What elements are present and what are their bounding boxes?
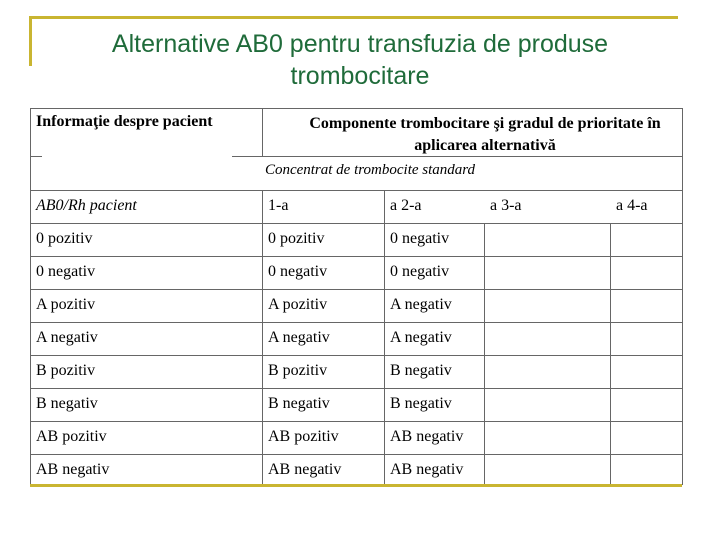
patient-blood-group: A negativ	[36, 329, 98, 346]
slide-title: Alternative AB0 pentru transfuzia de produse trombocitare	[111, 30, 609, 90]
table-row-line	[30, 289, 682, 290]
column-header: a 2-a	[390, 197, 422, 214]
patient-blood-group: B negativ	[36, 395, 98, 412]
platelet-option: AB negativ	[390, 428, 464, 445]
column-header: 1-a	[268, 197, 289, 214]
table-row-line	[30, 454, 682, 455]
platelet-option: A negativ	[390, 329, 452, 346]
table-row-line	[30, 421, 682, 422]
table-column-line	[384, 190, 385, 485]
subheader-standard-concentrate: Concentrat de trombocite standard	[264, 162, 476, 178]
column-header: a 3-a	[490, 197, 522, 214]
table-column-line	[484, 223, 485, 485]
column-header: a 4-a	[616, 197, 648, 214]
platelet-option: AB negativ	[390, 461, 464, 478]
table-column-line	[262, 190, 263, 485]
platelet-option: B negativ	[390, 362, 452, 379]
table-column-line	[610, 223, 611, 485]
table-line-header-divider	[262, 108, 263, 156]
frame-left-border	[29, 16, 32, 66]
table-line-header-mid-right	[232, 156, 682, 157]
platelet-option: AB pozitiv	[268, 428, 339, 445]
table-column-line	[682, 190, 683, 485]
table-line-header-left	[30, 108, 31, 190]
table-row-line	[30, 190, 682, 191]
table-row-line	[30, 355, 682, 356]
patient-blood-group: AB pozitiv	[36, 428, 107, 445]
patient-blood-group: 0 negativ	[36, 263, 96, 280]
platelet-option: A pozitiv	[268, 296, 328, 313]
table-row-line	[30, 322, 682, 323]
table-row-line	[30, 223, 682, 224]
frame-top-border	[30, 16, 678, 19]
platelet-option: B negativ	[390, 395, 452, 412]
platelet-option: B pozitiv	[268, 362, 328, 379]
patient-blood-group: A pozitiv	[36, 296, 96, 313]
table-column-line	[30, 190, 31, 485]
patient-blood-group: B pozitiv	[36, 362, 96, 379]
patient-blood-group: 0 pozitiv	[36, 230, 93, 247]
platelet-option: 0 pozitiv	[268, 230, 325, 247]
table-row-line	[30, 388, 682, 389]
platelet-option: 0 negativ	[390, 263, 450, 280]
platelet-option: B negativ	[268, 395, 330, 412]
table-line-header-mid-left	[30, 156, 42, 157]
column-header: AB0/Rh pacient	[36, 197, 137, 214]
platelet-option: 0 negativ	[390, 230, 450, 247]
frame-bottom-border	[30, 484, 682, 487]
platelet-option: 0 negativ	[268, 263, 328, 280]
table-line-header-right	[682, 108, 683, 190]
patient-blood-group: AB negativ	[36, 461, 110, 478]
header-patient-info: Informaţie despre pacient	[36, 113, 213, 130]
platelet-option: A negativ	[390, 296, 452, 313]
table-row-line	[30, 256, 682, 257]
platelet-option: A negativ	[268, 329, 330, 346]
platelet-option: AB negativ	[268, 461, 342, 478]
table-line-top	[30, 108, 682, 109]
header-components: Componente trombocitare şi gradul de prioritate în aplicarea alternativă	[309, 115, 661, 154]
